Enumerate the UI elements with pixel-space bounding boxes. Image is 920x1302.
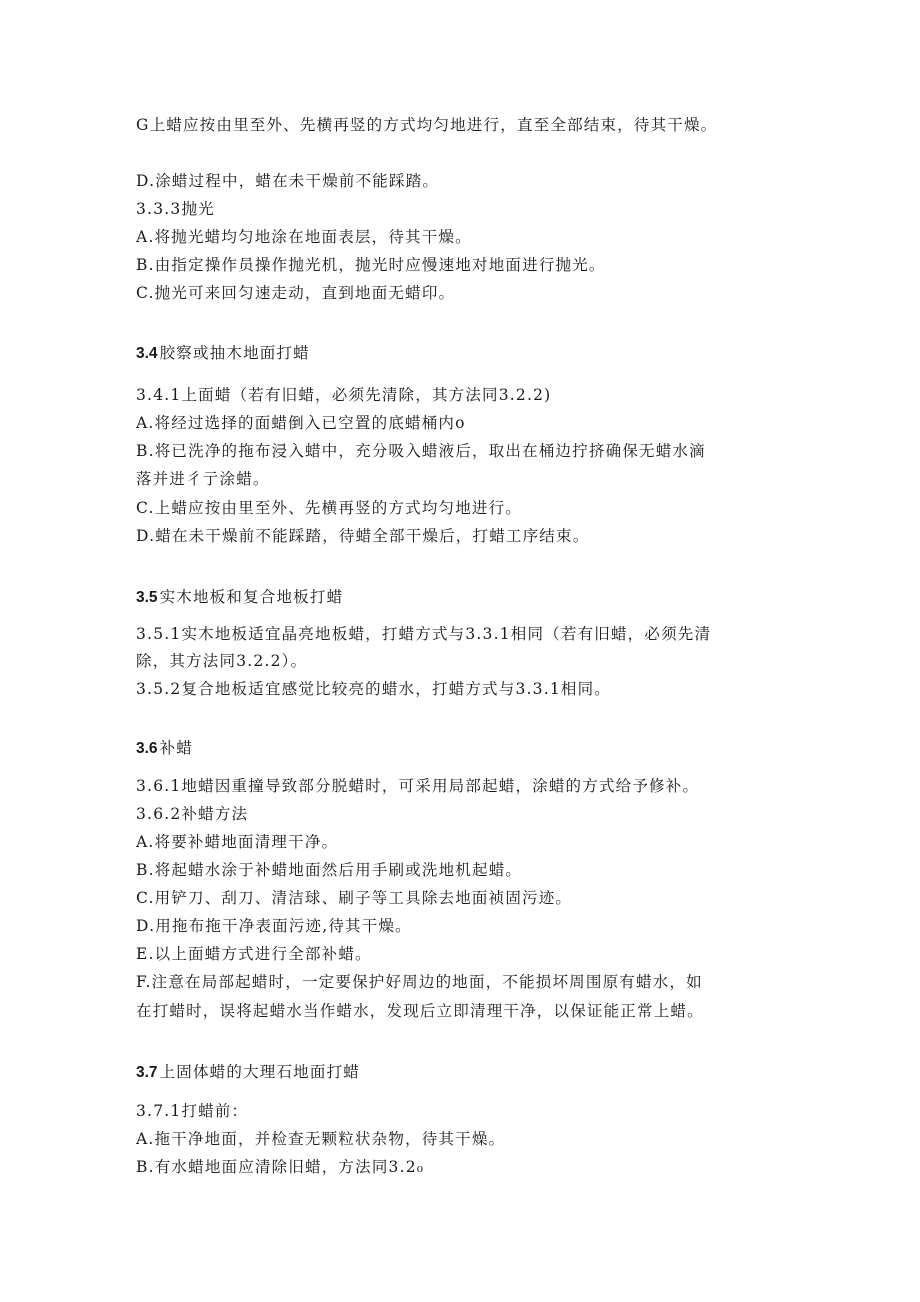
text-line: B.将起蜡水涂于补蜡地面然后用手刷或洗地机起蜡。 bbox=[136, 861, 523, 879]
section-number: 3.6 bbox=[136, 740, 158, 757]
section-heading-3-4 bbox=[136, 343, 310, 364]
text-line: A.将抛光蜡均匀地涂在地面表层，待其干燥。 bbox=[136, 228, 472, 246]
text-line: D.蜡在未干燥前不能踩踏，待蜡全部干燥后，打蜡工序结束。 bbox=[136, 527, 590, 545]
text-line: 3.6.2补蜡方法 bbox=[136, 805, 249, 823]
text-line: B.有水蜡地面应清除旧蜡，方法同3.2₀ bbox=[136, 1158, 425, 1176]
section-heading-3-6 bbox=[136, 738, 193, 759]
section-title: 实木地板和复合地板打蜡 bbox=[159, 588, 344, 606]
text-line: D.用拖布拖干净表面污迹,待其干燥。 bbox=[136, 917, 412, 935]
text-line: B.由指定操作员操作抛光机，抛光时应慢速地对地面进行抛光。 bbox=[136, 256, 606, 274]
text-line: 3.5.1实木地板适宜晶亮地板蜡，打蜡方式与3.3.1相同（若有旧蜡，必须先清 bbox=[136, 625, 712, 643]
text-line: G上蜡应按由里至外、先横再竖的方式均匀地进行，直至全部结束，待其干燥。 bbox=[136, 116, 718, 134]
text-line: 3.7.1打蜡前： bbox=[136, 1102, 249, 1120]
text-line: A.拖干净地面，并检查无颗粒状杂物，待其干燥。 bbox=[136, 1130, 506, 1148]
text-line: 3.5.2复合地板适宜感觉比较亮的蜡水，打蜡方式与3.3.1相同。 bbox=[136, 680, 611, 698]
text-line: 落并进彳亍涂蜡。 bbox=[136, 470, 270, 488]
section-title: 胶察或抽木地面打蜡 bbox=[159, 344, 310, 362]
text-line: F.注意在局部起蜡时，一定要保护好周边的地面，不能损坏周围原有蜡水，如 bbox=[136, 973, 703, 991]
text-line: C.抛光可来回匀速走动，直到地面无蜡印。 bbox=[136, 284, 456, 302]
text-line: 3.6.1地蜡因重撞导致部分脱蜡时，可采用局部起蜡，涂蜡的方式给予修补。 bbox=[136, 777, 700, 795]
text-line: A.将经过选择的面蜡倒入已空置的底蜡桶内o bbox=[136, 414, 466, 432]
text-line: C.用铲刀、刮刀、清洁球、刷子等工具除去地面祯固污迹。 bbox=[136, 889, 573, 907]
section-heading-3-7 bbox=[136, 1062, 360, 1083]
section-number: 3.5 bbox=[136, 589, 158, 606]
section-title: 补蜡 bbox=[159, 739, 193, 757]
text-line: D.涂蜡过程中，蜡在未干燥前不能踩踏。 bbox=[136, 172, 440, 190]
text-line: A.将要补蜡地面清理干净。 bbox=[136, 833, 339, 851]
section-number: 3.4 bbox=[136, 345, 158, 362]
section-title: 上固体蜡的大理石地面打蜡 bbox=[159, 1063, 360, 1081]
section-heading-3-5 bbox=[136, 587, 343, 608]
text-line: B.将已洗净的拖布浸入蜡中，充分吸入蜡液后，取出在桶边拧挤确保无蜡水滴 bbox=[136, 442, 706, 460]
text-line: C.上蜡应按由里至外、先横再竖的方式均匀地进行。 bbox=[136, 499, 523, 517]
section-number: 3.7 bbox=[136, 1064, 158, 1081]
text-line: E.以上面蜡方式进行全部补蜡。 bbox=[136, 945, 372, 963]
text-line: 3.4.1上面蜡（若有旧蜡，必须先清除，其方法同3.2.2) bbox=[136, 386, 552, 404]
text-line: 除，其方法同3.2.2）。 bbox=[136, 652, 308, 670]
text-line: 3.3.3抛光 bbox=[136, 200, 215, 218]
text-line: 在打蜡时，误将起蜡水当作蜡水，发现后立即清理干净，以保证能正常上蜡。 bbox=[136, 1002, 704, 1020]
